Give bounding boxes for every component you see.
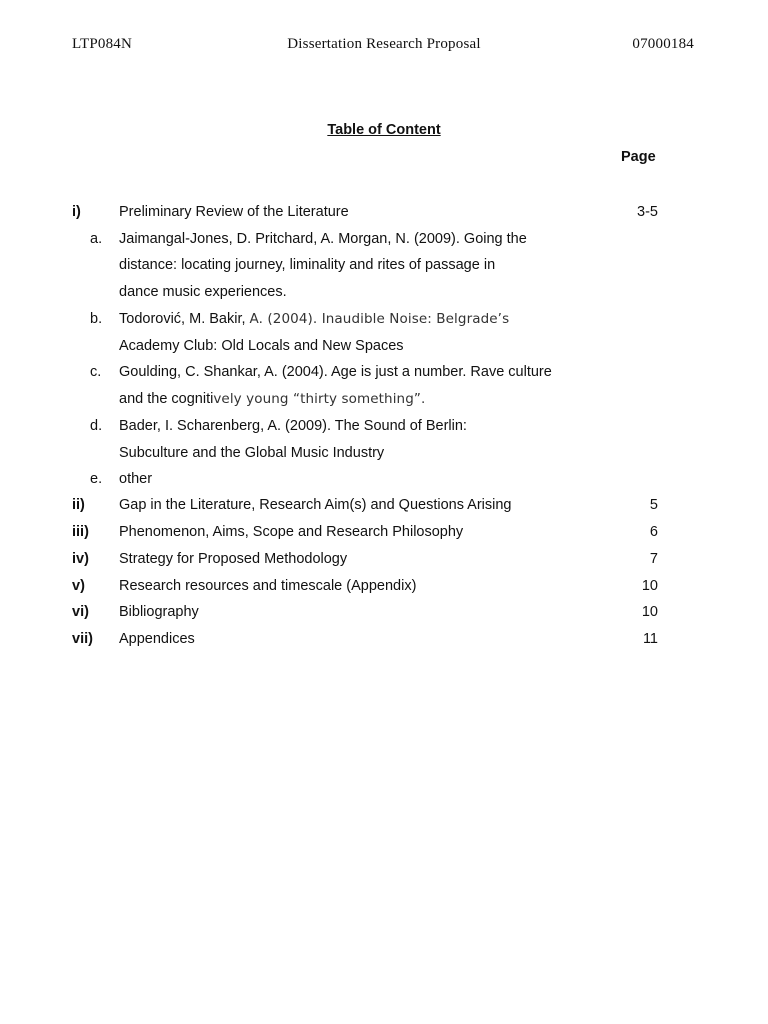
toc-entry-vii <box>0 628 768 650</box>
toc-page-number: 3-5 <box>637 204 658 220</box>
page-column-label: Page <box>621 149 656 165</box>
toc-marker: b. <box>90 311 103 327</box>
toc-entry-text <box>119 388 425 410</box>
toc-entry-text: Jaimangal-Jones, D. Pritchard, A. Morgan, N. (2009). Going the <box>119 231 527 247</box>
toc-subentry-c <box>0 361 768 383</box>
toc-marker: iii) <box>72 524 89 540</box>
toc-entry-text <box>119 308 509 330</box>
toc-entry-text: Preliminary Review of the Literature <box>119 204 349 220</box>
toc-entry-text-part: A. (2004). Inaudible Noise: Belgrade’s <box>249 311 510 327</box>
toc-entry-text: Phenomenon, Aims, Scope and Research Philosophy <box>119 524 464 540</box>
toc-entry-i <box>0 201 768 223</box>
toc-entry-text: dance music experiences. <box>119 284 287 300</box>
toc-entry-text: Academy Club: Old Locals and New Spaces <box>119 338 404 354</box>
toc-entry-text: distance: locating journey, liminality and rites of passage in <box>119 257 496 273</box>
toc-subentry-a <box>0 228 768 250</box>
toc-entry-v <box>0 575 768 597</box>
toc-marker: ii) <box>72 497 85 513</box>
toc-page-number: 10 <box>641 578 658 594</box>
toc-entry-text: Goulding, C. Shankar, A. (2004). Age is just a number. Rave culture <box>119 364 552 380</box>
toc-marker: d. <box>90 418 103 434</box>
toc-entry-iv <box>0 548 768 570</box>
toc-entry-text-part: and the cogniti <box>119 391 214 407</box>
toc-entry-iii <box>0 521 768 543</box>
toc-title: Table of Content <box>327 122 441 138</box>
toc-entry-text: Research resources and timescale (Appendix) <box>119 578 417 594</box>
toc-entry-text: Subculture and the Global Music Industry <box>119 445 385 461</box>
toc-marker: a. <box>90 231 103 247</box>
toc-entry-text: other <box>119 471 153 487</box>
toc-subentry-e <box>0 468 768 490</box>
header-student-id: 07000184 <box>632 36 694 52</box>
toc-marker: vii) <box>72 631 93 647</box>
toc-subentry-c-cont <box>0 388 768 410</box>
header-course-code: LTP084N <box>72 36 133 52</box>
toc-entry-text: Bader, I. Scharenberg, A. (2009). The Sound of Berlin: <box>119 418 467 434</box>
toc-marker: c. <box>90 364 102 380</box>
toc-subentry-d <box>0 415 768 437</box>
toc-entry-vi <box>0 601 768 623</box>
toc-entry-text-part: Todorović, M. Bakir, <box>119 311 246 327</box>
toc-marker: i) <box>72 204 81 220</box>
toc-marker: e. <box>90 471 103 487</box>
toc-subentry-d-cont <box>0 442 768 464</box>
toc-marker: iv) <box>72 551 89 567</box>
toc-entry-text: Gap in the Literature, Research Aim(s) and Questions Arising <box>119 497 512 513</box>
toc-page-number: 11 <box>642 631 658 647</box>
toc-page-number: 6 <box>649 524 658 540</box>
toc-subentry-b-cont <box>0 335 768 357</box>
toc-marker: vi) <box>72 604 89 620</box>
toc-entry-text: Strategy for Proposed Methodology <box>119 551 348 567</box>
toc-marker: v) <box>72 578 85 594</box>
toc-entry-text: Appendices <box>119 631 195 647</box>
toc-entry-ii <box>0 494 768 516</box>
header-document-title: Dissertation Research Proposal <box>287 36 481 52</box>
toc-subentry-a-cont <box>0 254 768 276</box>
toc-subentry-a-cont <box>0 281 768 303</box>
toc-entry-text: Bibliography <box>119 604 199 620</box>
toc-page-number: 10 <box>641 604 658 620</box>
toc-subentry-b <box>0 308 768 330</box>
toc-page-number: 7 <box>649 551 658 567</box>
toc-page-number: 5 <box>649 497 658 513</box>
toc-entry-text-part: vely young “thirty something”. <box>213 391 426 407</box>
